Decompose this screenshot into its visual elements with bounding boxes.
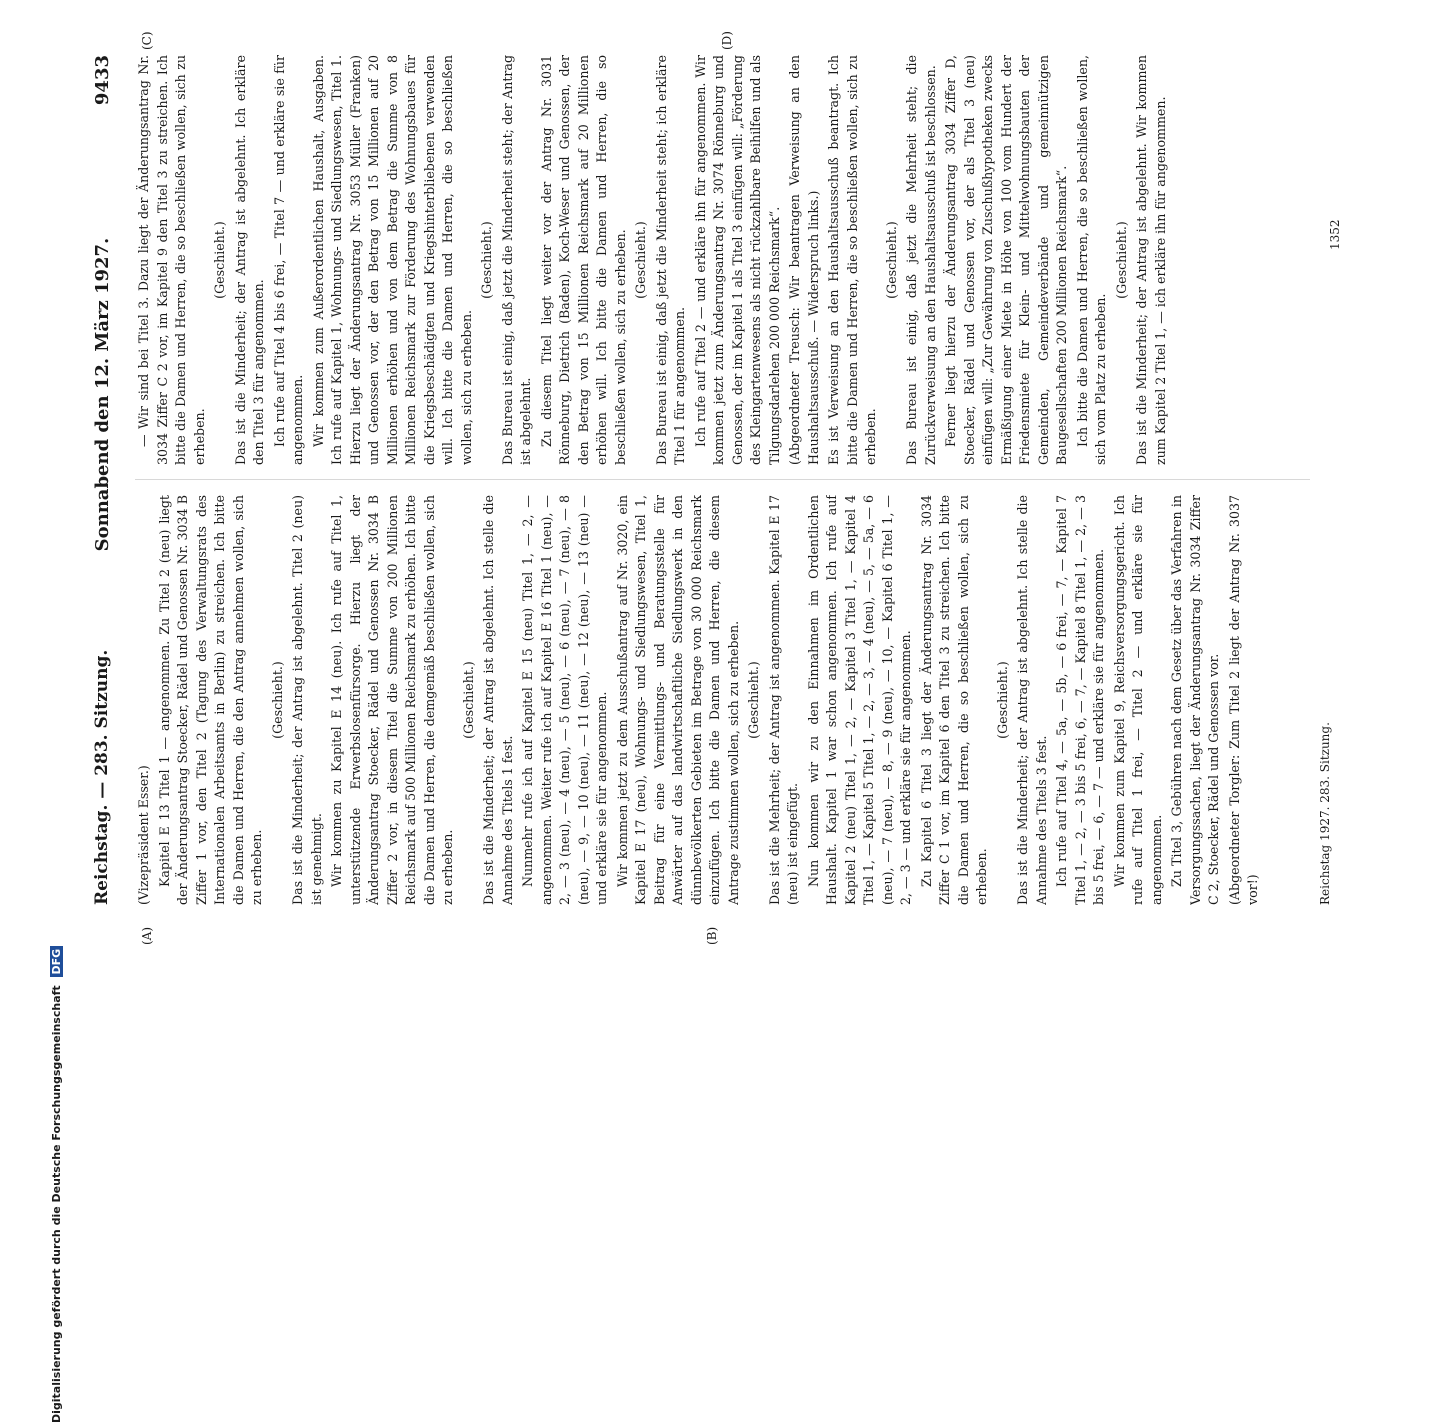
paragraph: (Geschieht.) — [460, 661, 476, 739]
paragraph: Wir kommen zu Kapitel E 14 (neu). Ich rufe auf Titel 1, unterstützende Erwerbslosenfürsorge. Hierzu liegt der Änderungsantrag Stoecker, Rädel und Genossen Nr. 3034 B Ziffer 2 vor, in diesem Titel die Summe von 200 Millionen Reichsmark auf 500 Millionen Reichsmark zu erhöhen. Ich bitte die Damen und Herren, die demgemäß beschließen wollen, sich zu erheben. — [329, 495, 455, 905]
margin-letter-c: (C) — [140, 31, 154, 50]
paragraph: Das ist die Minderheit; der Antrag ist abgelehnt. Ich stelle die Annahme des Titels 3 fest. — [1015, 495, 1049, 905]
paragraph: Ich rufe auf Titel 4 bis 6 frei, — Titel 7 — und erkläre sie für angenommen. — [271, 55, 305, 465]
text-column-left — [135, 495, 1310, 905]
column-divider — [135, 479, 1310, 480]
paragraph: Das ist die Mehrheit; der Antrag ist angenommen. Kapitel E 17 (neu) ist eingefügt. — [766, 495, 800, 905]
header-date: Sonnabend den 12. März 1927. — [92, 237, 113, 552]
dfg-note-text: Digitalisierung gefördert durch die Deutsche Forschungsgemeinschaft — [50, 985, 63, 1423]
paragraph: (Abgeordneter Torgler: Zum Titel 2 liegt der Antrag Nr. 3037 vor!) — [1226, 495, 1260, 905]
paragraph: (Geschieht.) — [479, 221, 494, 299]
paragraph: Das ist die Minderheit; der Antrag ist abgelehnt. Ich stelle die Annahme des Titels 1 fest. — [481, 495, 515, 905]
dfg-note — [50, 946, 63, 1423]
paragraph: Wir kommen zum Außerordentlichen Haushalt, Ausgaben. Ich rufe auf Kapitel 1, Wohnungs- und Siedlungswesen, Titel 1. Hierzu liegt der Änderungsantrag Nr. 3053 Müller (Franken) und Genossen vor, der den Betrag von 15 Millionen auf 20 Millionen erhöhen und von dem Betrag die Summe von 8 Millionen Reichsmark zur Förderung des Wohnungsbaues für die Kriegsbeschädigten und Kriegshinterbliebenen verwenden will. Ich bitte die Damen und Herren, die so beschließen wollen, sich zu erheben. — [310, 55, 474, 465]
paragraph: Ich rufe auf Titel 4, — 5a, — 5b, — 6 frei, — 7, — Kapitel 7 Titel 1, — 2, — 3 bis 5 frei, 6, — 7, — Kapitel 8 Titel 1, — 2, — 3 bis 5 frei, — 6, — 7 — und erkläre sie für angenommen. — [1054, 495, 1106, 905]
paragraph: (Geschieht.) — [633, 221, 648, 299]
paragraph: Das ist die Minderheit; der Antrag ist abgelehnt. Wir kommen zum Kapitel 2 Titel 1, — ich erkläre ihn für angenommen. — [1134, 55, 1168, 465]
margin-letter-d: (D) — [720, 31, 734, 50]
paragraph: (Geschieht.) — [1113, 221, 1129, 299]
paragraph: Ferner liegt hierzu der Änderungsantrag 3034 Ziffer D, Stoecker, Rädel und Genossen vor, der als Titel 3 (neu) einfügen will: „Zur Gewährung von Zuschußhypotheken zwecks Ermäßigung einer Miete in Höhe von 100 vom Hundert der Friedensmiete für Klein- und Mittelwohnungsbauten der Gemeinden, Gemeindeverbände und gemeinnützigen Baugesellschaften 200 Millionen Reichsmark“. — [943, 55, 1069, 465]
paragraph: Wir kommen jetzt zu dem Ausschußantrag auf Nr. 3020, ein Kapitel E 17 (neu), Wohnungs- und Siedlungswesen, Titel 1, Beitrag für eine Vermittlungs- und Beratungsstelle für Anwärter auf das landwirtschaftliche Siedlungswerk in den dünnbevölkerten Gebieten im Betrage von 30 000 Reichsmark einzufügen. Ich bitte die Damen und Herren, die diesem Antrage zustimmen wollen, sich zu erheben. — [614, 495, 741, 905]
header-left: Reichstag. — 283. Sitzung. — [92, 649, 112, 905]
paragraph: (Geschieht.) — [994, 661, 1010, 739]
paragraph: (Vizepräsident Esser.) — [136, 765, 151, 905]
paragraph: — Wir sind bei Titel 3. Dazu liegt der Änderungsantrag Nr. 3034 Ziffer C 2 vor, im Kapitel 9 den Titel 3 zu streichen. Ich bitte die Damen und Herren, die so beschließen wollen, sich zu erheben. — [136, 55, 207, 465]
paragraph: Nunmehr rufe ich auf Kapitel E 15 (neu) Titel 1, — 2, — angenommen. Weiter rufe ich auf Kapitel E 16 Titel 1 (neu), — 2, — 3 (neu), — 4 (neu), — 5 (neu), — 6 (neu), — 7 (neu), — 8 (neu), — 9, — 10 (neu), — 11 (neu), — 12 (neu), — 13 (neu) — und erkläre sie für angenommen. — [520, 495, 609, 905]
page-number: 9433 — [92, 55, 113, 106]
margin-letter-a: (A) — [140, 926, 154, 945]
paragraph: Das ist die Minderheit; der Antrag ist abgelehnt. Ich erkläre den Titel 3 für angenommen. — [232, 55, 266, 465]
paragraph: Kapitel E 13 Titel 1 — angenommen. Zu Titel 2 (neu) liegt der Änderungsantrag Stoecker, Rädel und Genossen Nr. 3034 B Ziffer 1 vor, den Titel 2 (Tagung des Verwaltungsrats des Internationalen Arbeitsamts in Berlin) zu streichen. Ich bitte die Damen und Herren, die den Antrag annehmen wollen, sich zu erheben. — [156, 495, 264, 905]
paragraph: (Geschieht.) — [883, 221, 899, 299]
paragraph: Das Bureau ist einig, daß jetzt die Minderheit steht; ich erkläre Titel 1 für angenommen. — [653, 55, 687, 465]
page-header — [92, 55, 122, 905]
paragraph: Zu Kapitel 6 Titel 3 liegt der Änderungsantrag Nr. 3034 Ziffer C 1 vor, im Kapitel 6 den Titel 3 zu streichen. Ich bitte die Damen und Herren, die so beschließen wollen, sich zu erheben. — [918, 495, 989, 905]
paragraph: Das Bureau ist einig, daß jetzt die Minderheit steht; der Antrag ist abgelehnt. — [499, 55, 533, 465]
header-right — [92, 55, 113, 551]
paragraph: Zu Titel 3, Gebühren nach dem Gesetz über das Verfahren in Versorgungssachen, liegt der Änderungsantrag Nr. 3034 Ziffer C 2, Stoecker, Rädel und Genossen vor. — [1169, 495, 1221, 905]
paragraph: Wir kommen zum Kapitel 9, Reichsversorgungsgericht. Ich rufe auf Titel 1 frei, — Titel 2 — und erkläre sie für angenommen. — [1111, 495, 1164, 905]
footer-left: Reichstag 1927. 283. Sitzung. — [1318, 722, 1332, 905]
paragraph: Das ist die Minderheit; der Antrag ist abgelehnt. Titel 2 (neu) ist genehmigt. — [290, 495, 324, 905]
paragraph: Nun kommen wir zu den Einnahmen im Ordentlichen Haushalt. Kapitel 1 war schon angenommen. Ich rufe auf Kapitel 2 (neu) Titel 1, — 2, — Kapitel 3 Titel 1, — Kapitel 4 Titel 1, — Kapitel 5 Titel 1, — 2, — 3, — 4 (neu), — 5, — 5a, — 6 (neu), — 7 (neu), — 8, — 9 (neu), — 10, — Kapitel 6 Titel 1, — 2, — 3 — und erkläre sie für angenommen. — [805, 495, 913, 905]
text-column-right — [135, 55, 1310, 465]
paragraph: Zu diesem Titel liegt weiter vor der Antrag Nr. 3031 Rönneburg, Dietrich (Baden), Koch-Weser und Genossen, der den Betrag von 15 Millionen Reichsmark auf 20 Millionen erhöhen will. Ich bitte die Damen und Herren, die so beschließen wollen, sich zu erheben. — [538, 55, 628, 465]
paragraph: Ich rufe auf Titel 2 — und erkläre ihn für angenommen. Wir kommen jetzt zum Änderungsantrag Nr. 3074 Rönneburg und Genossen, der im Kapitel 1 als Titel 3 einfügen will: „Förderung des Kleingartenwesens als nicht rückzahlbare Beihilfen und als Tilgungsdarlehen 200 000 Reichsmark“. — [692, 55, 782, 465]
dfg-logo: DFG — [50, 946, 63, 978]
page-signature: 1352 — [1328, 219, 1342, 250]
paragraph: (Geschieht.) — [746, 661, 761, 739]
margin-letter-b: (B) — [705, 926, 719, 945]
paragraph: Das Bureau ist einig, daß jetzt die Mehrheit steht; die Zurückverweisung an den Haushaltsausschuß ist beschlossen. — [904, 55, 938, 465]
paragraph: (Geschieht.) — [269, 661, 285, 739]
paragraph: Es ist Verweisung an den Haushaltsausschuß beantragt. Ich bitte die Damen und Herren, die so beschließen wollen, sich zu erheben. — [826, 55, 878, 465]
paragraph: Ich bitte die Damen und Herren, die so beschließen wollen, sich vom Platz zu erheben. — [1074, 55, 1108, 465]
paragraph: (Geschieht.) — [212, 221, 227, 299]
paragraph: (Abgeordneter Treusch: Wir beantragen Verweisung an den Haushaltsausschuß. — Widerspruch links.) — [787, 55, 821, 465]
